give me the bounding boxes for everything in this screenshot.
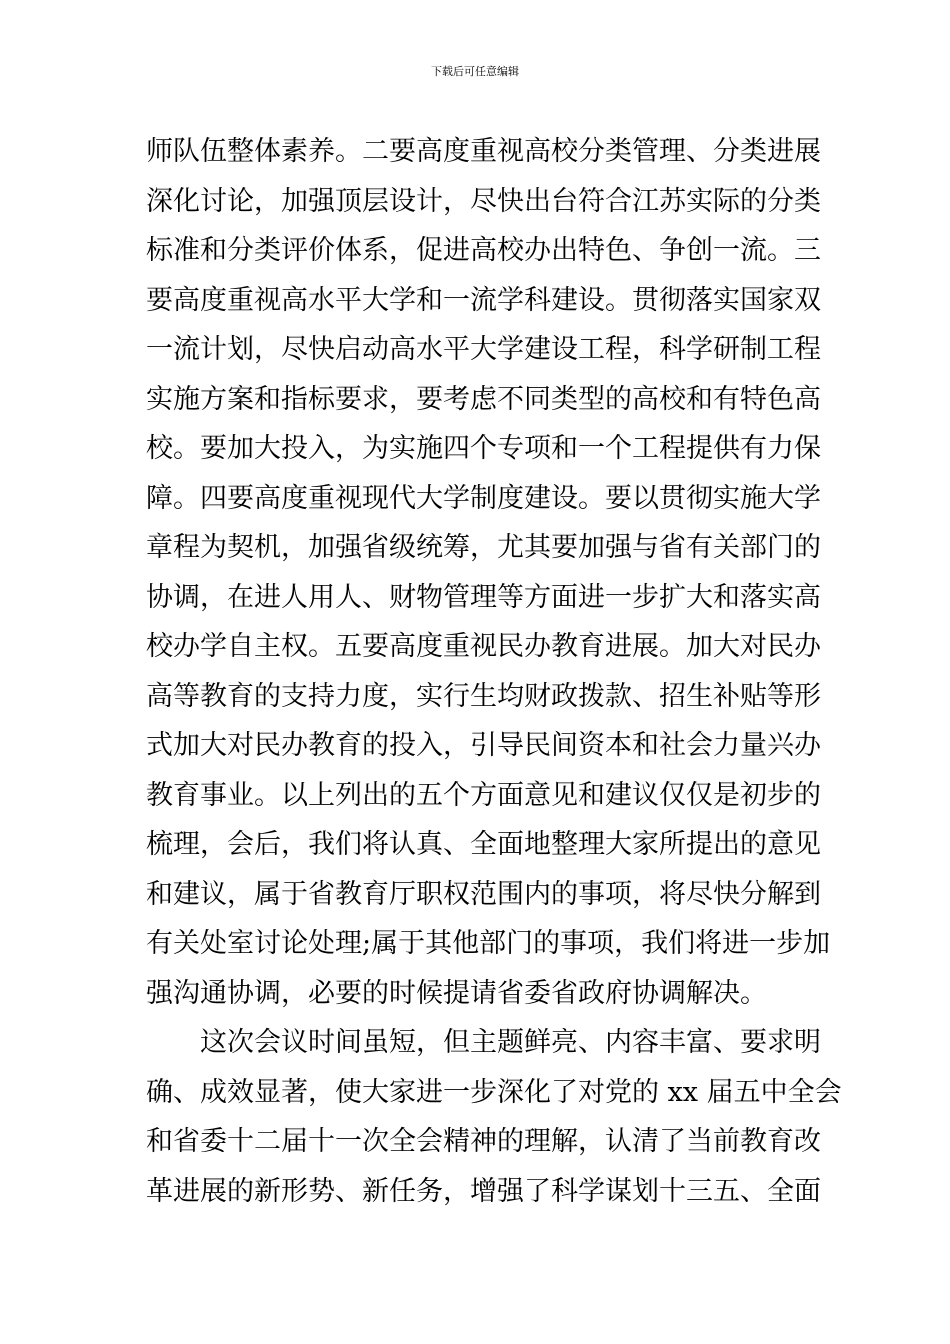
paragraph-start-line: 这次会议时间虽短，但主题鲜亮、内容丰富、要求明	[200, 1027, 821, 1058]
text-line: 有关处室讨论处理;属于其他部门的事项，我们将进一步加	[146, 928, 831, 959]
document-body	[146, 127, 842, 1216]
text-line: 梳理，会后，我们将认真、全面地整理大家所提出的意见	[146, 829, 821, 860]
page-header: 下载后可任意编辑	[431, 65, 519, 78]
text-line: 式加大对民办教育的投入，引导民间资本和社会力量兴办	[146, 730, 821, 761]
text-line: 标准和分类评价体系，促进高校办出特色、争创一流。三	[146, 235, 821, 266]
text-line: 高等教育的支持力度，实行生均财政拨款、招生补贴等形	[146, 680, 821, 712]
text-line: 协调，在进人用人、财物管理等方面进一步扩大和落实高	[146, 581, 821, 613]
text-line: 要高度重视高水平大学和一流学科建设。贯彻落实国家双	[146, 284, 821, 316]
text-line: 确、成效显著，使大家进一步深化了对党的 xx 届五中全会	[146, 1076, 842, 1108]
text-line: 和建议，属于省教育厅职权范围内的事项，将尽快分解到	[146, 878, 821, 910]
text-line: 一流计划，尽快启动高水平大学建设工程，科学研制工程	[146, 334, 821, 365]
text-line: 和省委十二届十一次全会精神的理解，认清了当前教育改	[146, 1126, 821, 1157]
text-line: 实施方案和指标要求，要考虑不同类型的高校和有特色高	[146, 383, 821, 415]
text-line: 校办学自主权。五要高度重视民办教育进展。加大对民办	[146, 631, 821, 662]
text-line: 障。四要高度重视现代大学制度建设。要以贯彻实施大学	[146, 482, 821, 514]
text-line: 师队伍整体素养。二要高度重视高校分类管理、分类进展	[146, 136, 821, 167]
text-line: 校。要加大投入，为实施四个专项和一个工程提供有力保	[146, 433, 821, 464]
text-line: 革进展的新形势、新任务，增强了科学谋划十三五、全面	[146, 1175, 821, 1207]
text-line: 章程为契机，加强省级统筹，尤其要加强与省有关部门的	[146, 532, 821, 563]
text-line: 深化讨论，加强顶层设计，尽快出台符合江苏实际的分类	[146, 185, 821, 217]
paragraph-end-line: 强沟通协调，必要的时候提请省委省政府协调解决。	[146, 977, 767, 1009]
text-line: 教育事业。以上列出的五个方面意见和建议仅仅是初步的	[146, 779, 821, 811]
